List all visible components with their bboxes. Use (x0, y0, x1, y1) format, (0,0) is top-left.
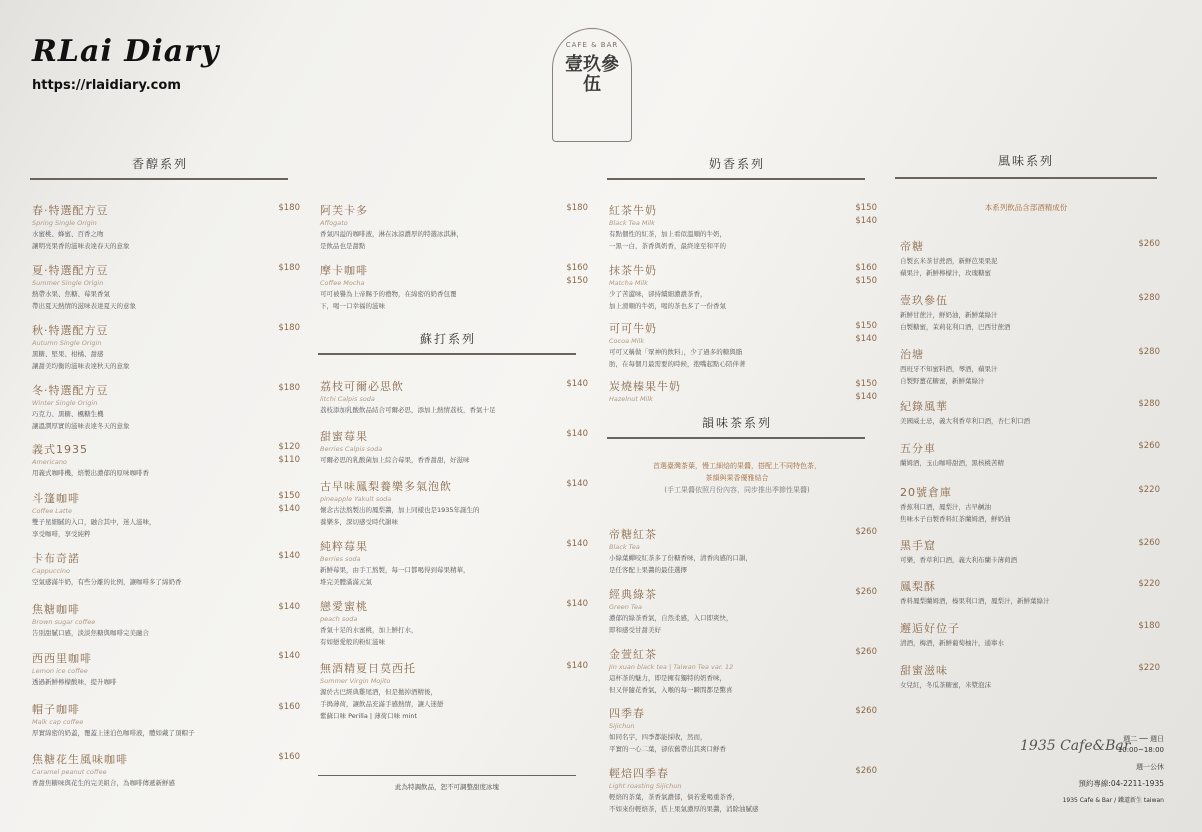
item-description: 女兒紅，冬瓜茶糖蜜，米漿泡沫 (900, 681, 991, 689)
item-english-name: Malk cap coffee (32, 718, 84, 726)
item-name: 甜蜜莓果 (320, 430, 368, 443)
price-value: $260 (1138, 538, 1160, 548)
item-price (566, 598, 588, 611)
item-price (566, 538, 588, 551)
item-description: 蘋果汁，新鮮檸檬汁，玫瑰糖蜜 (900, 269, 991, 277)
item-description: 但又伴隨花香氣，入喉的每一瞬間都是驚喜 (609, 686, 733, 694)
price-value: $140 (566, 539, 588, 549)
menu-item (32, 550, 300, 587)
item-name: 古早味鳳梨養樂多氣泡飲 (320, 480, 452, 493)
price-value: $160 (855, 263, 877, 273)
item-english-name: Affogato (320, 219, 348, 227)
price-value: $140 (566, 429, 588, 439)
menu-item (32, 490, 300, 539)
item-price (278, 322, 300, 335)
price-value: $220 (1138, 579, 1160, 589)
item-price (1138, 238, 1160, 251)
section-rule (895, 177, 1157, 179)
item-description: 黑糖、堅果、柑橘、甜感 (32, 350, 104, 358)
price-value: $160 (278, 752, 300, 762)
item-description: 一黑一白，茶香與奶香，最終達至和平的 (609, 242, 726, 250)
item-price (278, 650, 300, 663)
section-title-tea: 韻味茶系列 (701, 416, 772, 430)
item-price (1138, 484, 1160, 497)
menu-item (320, 598, 588, 647)
section-rule (607, 437, 865, 439)
item-description: 新鮮甘蔗汁，鮮奶油，新鮮葉綠汁 (900, 311, 998, 319)
item-name: 帝糖紅茶 (609, 528, 657, 541)
item-name: 冬‧特選配方豆 (32, 384, 109, 397)
item-english-name: Berries Calpis soda (320, 445, 383, 453)
menu-item (320, 428, 588, 465)
item-name: 阿芙卡多 (320, 204, 368, 217)
item-description: 空氣感滿牛奶，有些分離的比例，讓咖啡多了綿奶香 (32, 578, 182, 586)
item-name: 可可牛奶 (609, 322, 657, 335)
menu-item (900, 346, 1160, 386)
menu-item (609, 586, 877, 635)
menu-item (32, 751, 300, 788)
section-title-milk: 奶香系列 (708, 157, 765, 171)
menu-item (609, 202, 877, 251)
menu-item (32, 322, 300, 371)
item-description: 讓甜美均衡的滋味表達秋天的意象 (32, 362, 130, 370)
price-value: $280 (1138, 399, 1160, 409)
blog-watermark-title: RLai Diary (32, 34, 220, 69)
item-price (566, 660, 588, 673)
item-description: 可爾必思的乳酸菌加上綜合莓果，香香甜甜，好滋味 (320, 456, 470, 464)
price-value: $180 (1138, 621, 1160, 631)
item-price (1138, 398, 1160, 411)
item-description: 香蕉利口酒，鳳梨汁，古早鹹油 (900, 503, 991, 511)
item-price (1138, 537, 1160, 550)
menu-item (609, 320, 877, 369)
price-value: $140 (278, 651, 300, 661)
item-description: 香甜焦糖味與花生的完美組合，為咖啡傳遞新鮮感 (32, 779, 175, 787)
item-english-name: Coffee Latte (32, 507, 72, 515)
menu-item (32, 382, 300, 431)
menu-item (320, 538, 588, 587)
soda-footnote: 此為特調飲品，恕不可調整甜度冰塊 (395, 783, 499, 791)
item-price (1138, 440, 1160, 453)
item-english-name: Jin xuan black tea | Taiwan Tea var. 12 (609, 663, 734, 671)
item-name: 摩卡咖啡 (320, 264, 368, 277)
item-description: 肪，在每個月最需要的時候，抱嘴起點心陪伴著 (609, 360, 746, 368)
item-price (855, 202, 877, 228)
price-value: $140 (566, 479, 588, 489)
price-value: $160 (566, 263, 588, 273)
price-value: $260 (1138, 239, 1160, 249)
item-name: 鳳梨酥 (900, 580, 936, 593)
flavor-alcohol-note: 本系列飲品含部酒精成份 (984, 203, 1068, 212)
item-name: 紅茶牛奶 (609, 204, 657, 217)
item-description: 濃郁的綠茶香氣，自然柔感，入口即爽快， (609, 614, 733, 622)
item-price (855, 378, 877, 404)
menu-item (900, 238, 1160, 278)
item-name: 戀愛蜜桃 (320, 600, 368, 613)
menu-item (32, 441, 300, 478)
item-name: 經典綠茶 (609, 588, 657, 601)
item-name: 炭燒榛果牛奶 (609, 380, 681, 393)
item-english-name: Brown sugar coffee (32, 618, 96, 626)
item-price (1138, 662, 1160, 675)
item-description: 香氣四溢的咖啡液，淋在冰涼濃厚的特選冰淇淋， (320, 230, 463, 238)
price-value: $180 (278, 383, 300, 393)
item-description: 平實的一心二葉，卻依舊帶出其爽口鮮香 (609, 745, 726, 753)
item-description: 自製玄米茶甘蔗酒，新鮮芭果果泥 (900, 257, 998, 265)
item-name: 金萱紅茶 (609, 648, 657, 661)
menu-item (900, 620, 1160, 648)
section-rule (318, 353, 576, 355)
item-name: 西西里咖啡 (32, 652, 92, 665)
item-name: 秋‧特選配方豆 (32, 324, 109, 337)
item-description: 巧克力、黑糖、楓糖生機 (32, 410, 104, 418)
item-description: 享受咖啡，享受純粹 (32, 530, 91, 538)
price-value-alt: $140 (855, 216, 877, 226)
item-description: 這杯茶的魅力，即是擁有獨特的奶香味， (609, 674, 726, 682)
item-price (278, 751, 300, 764)
item-name: 斗篷咖啡 (32, 492, 80, 505)
item-english-name: Berries soda (320, 555, 361, 563)
item-description: 懷念古法熬製出的鳳梨醬，加上同樣也是1935年誕生的 (320, 506, 480, 514)
item-price (278, 701, 300, 714)
item-description: 源於古巴經典雞尾酒，但是拋掉酒精後， (320, 688, 437, 696)
menu-item (32, 601, 300, 638)
price-value: $140 (566, 599, 588, 609)
section-rule (607, 178, 865, 180)
price-value: $120 (278, 442, 300, 452)
item-description: 下，喝一口幸福的滋味 (320, 302, 385, 310)
menu-item (609, 765, 877, 814)
item-price (1138, 578, 1160, 591)
item-english-name: Summer Virgin Mojito (320, 677, 391, 685)
hours-closed: 週一公休 (1136, 763, 1164, 771)
item-name: 黑手窟 (900, 539, 936, 552)
item-name: 帽子咖啡 (32, 703, 80, 716)
menu-item (320, 262, 588, 311)
item-name: 五分車 (900, 442, 936, 455)
item-name: 四季春 (609, 707, 645, 720)
menu-item (900, 292, 1160, 332)
hours-days: 週二 ── 週日 (1123, 735, 1164, 743)
item-name: 焦糖咖啡 (32, 603, 80, 616)
menu-item (32, 701, 300, 738)
item-description: 讓溫潤厚實的滋味表達冬天的意象 (32, 422, 130, 430)
menu-item (320, 660, 588, 721)
item-description: 即和感受甘甜美好 (609, 626, 661, 634)
cafe-signature: 1935 Cafe&Bar (1020, 738, 1131, 754)
price-value: $260 (855, 527, 877, 537)
menu-item (900, 398, 1160, 426)
item-price (278, 490, 300, 516)
item-description: 水蜜桃、蜂蜜、百香之吻 (32, 230, 104, 238)
price-value: $150 (855, 379, 877, 389)
item-description: 用義式咖啡機，焙製出濃郁的原味咖啡香 (32, 469, 149, 477)
item-price (278, 550, 300, 563)
price-value: $180 (278, 323, 300, 333)
item-price (566, 378, 588, 391)
item-description: 白製糖蜜，茉莉花利口酒，巴西甘蔗酒 (900, 323, 1011, 331)
section-title-soda: 蘇打系列 (419, 332, 476, 346)
item-name: 義式1935 (32, 443, 88, 456)
item-english-name: Black Tea Milk (609, 219, 655, 227)
item-english-name: Spring Single Origin (32, 219, 97, 227)
item-name: 20號倉庫 (900, 486, 952, 499)
price-value: $220 (1138, 663, 1160, 673)
item-name: 純粹莓果 (320, 540, 368, 553)
item-description: 香氣十足的水蜜桃，加上鮮打水， (320, 626, 418, 634)
item-description: 美國威士忌，義大利香草利口酒，杏仁利口酒 (900, 417, 1030, 425)
price-value-alt: $110 (278, 455, 300, 465)
item-description: 焦味木子白製香料紅茶蘭姆酒，鮮奶油 (900, 515, 1011, 523)
item-english-name: Matcha Milk (609, 279, 648, 287)
item-description: 紫蘇口味 Perilla | 薄荷口味 mint (320, 712, 418, 720)
item-description: 堆完美體滿滿元氣 (320, 578, 372, 586)
item-english-name: Light roasting Sijichun (609, 782, 682, 790)
item-english-name: litchi Calpis soda (320, 395, 375, 403)
item-description: 讓明亮果香的滋味表達春天的意象 (32, 242, 130, 250)
price-value: $260 (855, 647, 877, 657)
menu-item (609, 526, 877, 575)
tea-intro-note (607, 460, 867, 496)
item-english-name: Caramel peanut coffee (32, 768, 107, 776)
price-value: $150 (855, 321, 877, 331)
item-english-name: Summer Single Origin (32, 279, 104, 287)
item-price (1138, 292, 1160, 305)
item-description: 熱帶水果、焦糖、莓果香氣 (32, 290, 110, 298)
price-value-alt: $140 (855, 334, 877, 344)
hours-time: 10:00~18:00 (1117, 746, 1164, 754)
item-name: 抹茶牛奶 (609, 264, 657, 277)
item-description: 自製野薑花糖蜜，新鮮葉綠汁 (900, 377, 985, 385)
item-name: 春‧特選配方豆 (32, 204, 109, 217)
item-description: 新鮮莓果，由手工熬製，每一口都喝得到莓果精華， (320, 566, 470, 574)
item-description: 少了苦澀味，卻持續細濃濃茶香， (609, 290, 707, 298)
menu-item (900, 484, 1160, 524)
price-value: $280 (1138, 293, 1160, 303)
menu-item (320, 478, 588, 527)
section-rule (30, 178, 288, 180)
item-description: 告別甜膩口感，淡淡焦糖與咖啡完美融合 (32, 629, 149, 637)
price-value: $180 (566, 203, 588, 213)
item-price (566, 262, 588, 288)
item-price (278, 601, 300, 614)
item-english-name: Hazelnut Milk (609, 395, 653, 403)
menu-item (900, 537, 1160, 565)
price-value: $140 (566, 661, 588, 671)
item-description: 輕焙的茶葉，茶香氣濃郁，倘若愛喝重茶香， (609, 793, 739, 801)
price-value-alt: $140 (855, 392, 877, 402)
item-description: 可樂，香草利口酒，義大利布蘭卡薄荷酒 (900, 556, 1017, 564)
item-english-name: pineapple Yakult soda (320, 495, 392, 503)
menu-item (900, 578, 1160, 606)
item-description: 是飲品也是甜點 (320, 242, 366, 250)
logo-english: CAFE & BAR (565, 41, 619, 49)
item-english-name: peach soda (320, 615, 358, 623)
item-english-name: Coffee Mocha (320, 279, 365, 287)
price-value: $140 (278, 551, 300, 561)
item-english-name: Americano (32, 458, 67, 466)
item-price (566, 202, 588, 215)
price-value: $180 (278, 203, 300, 213)
tea-note-line: (手工果醬依照月份內容，同步推出季節性果醬) (664, 486, 810, 494)
section-title-aroma: 香醇系列 (131, 157, 188, 171)
item-price (855, 320, 877, 346)
item-description: 帶出夏天熱情的滋味表達夏天的意象 (32, 302, 136, 310)
price-value: $150 (855, 203, 877, 213)
item-name: 卡布奇諾 (32, 552, 80, 565)
item-description: 加上滑順的牛奶，喝的茶也多了一份香氣 (609, 302, 726, 310)
section-title-flavor: 風味系列 (997, 154, 1054, 168)
item-english-name: Black Tea (609, 543, 640, 551)
item-description: 香料鳳梨蘭姆酒，榛果利口酒，鳳梨汁，新鮮葉綠汁 (900, 597, 1050, 605)
item-price (855, 586, 877, 599)
menu-item (609, 705, 877, 754)
blog-watermark-url: https://rlaidiary.com (32, 78, 181, 93)
item-name: 治塘 (900, 348, 924, 361)
price-value-alt: $150 (566, 276, 588, 286)
opening-hours (1060, 734, 1164, 773)
item-description: 有點個性的紅茶，加上看似溫順的牛奶， (609, 230, 726, 238)
price-value: $260 (855, 587, 877, 597)
item-price (278, 262, 300, 275)
item-price (566, 478, 588, 491)
item-description: 可可被譽為上帝賜予的禮物，在綿密的奶香包覆 (320, 290, 457, 298)
item-name: 壹玖參伍 (900, 294, 948, 307)
soda-footnote-rule (318, 775, 576, 776)
price-value: $220 (1138, 485, 1160, 495)
price-value-alt: $150 (855, 276, 877, 286)
item-description: 可可又稱做「眾神的飲料」，少了過多的糖與脂 (609, 348, 743, 356)
item-price (566, 428, 588, 441)
item-price (855, 262, 877, 288)
item-name: 輕焙四季春 (609, 767, 669, 780)
item-price (855, 705, 877, 718)
menu-item (320, 378, 588, 415)
price-value: $140 (566, 379, 588, 389)
item-price (1138, 620, 1160, 633)
menu-item (609, 646, 877, 695)
footer-address: 1935 Cafe & Bar / 鐵道新生 taiwan (1062, 797, 1164, 804)
price-value: $180 (278, 263, 300, 273)
item-description: 小綠葉蟬咬紅茶多了份糖香味，清香肉感的口韻， (609, 554, 752, 562)
menu-item (32, 202, 300, 251)
menu-item (609, 378, 877, 403)
price-value-alt: $140 (278, 504, 300, 514)
item-name: 荔枝可爾必思飲 (320, 380, 404, 393)
menu-item (320, 202, 588, 251)
item-description: 養樂多，深切感受時代韻味 (320, 518, 398, 526)
item-price (1138, 346, 1160, 359)
tea-note-line: 首選臺灣茶葉，慢工細焙的果醬，搭配上不同特色茶， (653, 462, 821, 470)
menu-item (900, 662, 1160, 690)
item-description: 不如來份輕焙茶，搭上果氣濃厚的果醬，消除油膩感 (609, 805, 759, 813)
item-name: 紀錄風華 (900, 400, 948, 413)
menu-item (900, 440, 1160, 468)
item-name: 焦糖花生風味咖啡 (32, 753, 128, 766)
item-description: 是任客配上果醬的最佳選擇 (609, 566, 687, 574)
item-description: 荔枝添加乳酸飲品結合可爾必思，添加上熱情荔枝，香氣十足 (320, 406, 496, 414)
item-price (855, 526, 877, 539)
item-price (278, 202, 300, 215)
item-description: 雙子星細膩的入口，融合其中，迷人滋味， (32, 518, 156, 526)
item-description: 蘭姆酒，玉山咖啡甜酒，黑核桃苦精 (900, 459, 1004, 467)
item-description: 厚實綿密的奶蓋，覆蓋上迷泊色咖啡液，體如戴了頂帽子 (32, 729, 195, 737)
price-value: $140 (278, 602, 300, 612)
price-value: $260 (1138, 441, 1160, 451)
item-price (278, 441, 300, 467)
menu-item (609, 262, 877, 311)
price-value: $260 (855, 766, 877, 776)
price-value: $280 (1138, 347, 1160, 357)
item-name: 帝糖 (900, 240, 924, 253)
item-description: 如同名字，四季都能採收，然而， (609, 733, 707, 741)
tea-note-line: 茶韻與果香優雅結合 (705, 474, 769, 482)
item-english-name: Cappuccino (32, 567, 70, 575)
price-value: $150 (278, 491, 300, 501)
logo-chinese: 壹玖參伍 (565, 54, 619, 95)
item-english-name: Lemon ice coffee (32, 667, 88, 675)
price-value: $260 (855, 706, 877, 716)
item-english-name: Cocoa Milk (609, 337, 645, 345)
item-description: 透過新鮮檸檬酸味，提升咖啡 (32, 678, 117, 686)
item-name: 夏‧特選配方豆 (32, 264, 109, 277)
item-price (855, 765, 877, 778)
item-english-name: Autumn Single Origin (32, 339, 102, 347)
item-english-name: Green Tea (609, 603, 643, 611)
item-description: 清酒，梅酒，新鮮葡萄柚汁，通寧水 (900, 639, 1004, 647)
item-price (278, 382, 300, 395)
item-name: 無酒精夏日莫西托 (320, 662, 416, 675)
menu-item (32, 262, 300, 311)
item-english-name: Winter Single Origin (32, 399, 98, 407)
menu-item (32, 650, 300, 687)
price-value: $160 (278, 702, 300, 712)
item-name: 邂逅好位子 (900, 622, 960, 635)
item-description: 手搗薄荷，讓飲品充滿手感熱情，讓人迷戀 (320, 700, 444, 708)
item-english-name: Sijichun (609, 722, 635, 730)
reservation-phone: 預約專線:04-2211-1935 (1078, 779, 1164, 788)
item-name: 甜蜜滋味 (900, 664, 948, 677)
item-price (855, 646, 877, 659)
brand-logo (552, 28, 632, 142)
item-description: 有如戀愛般的粉紅滋味 (320, 638, 385, 646)
item-description: 西班牙不知蜜料酒，琴酒，蘋果汁 (900, 365, 998, 373)
